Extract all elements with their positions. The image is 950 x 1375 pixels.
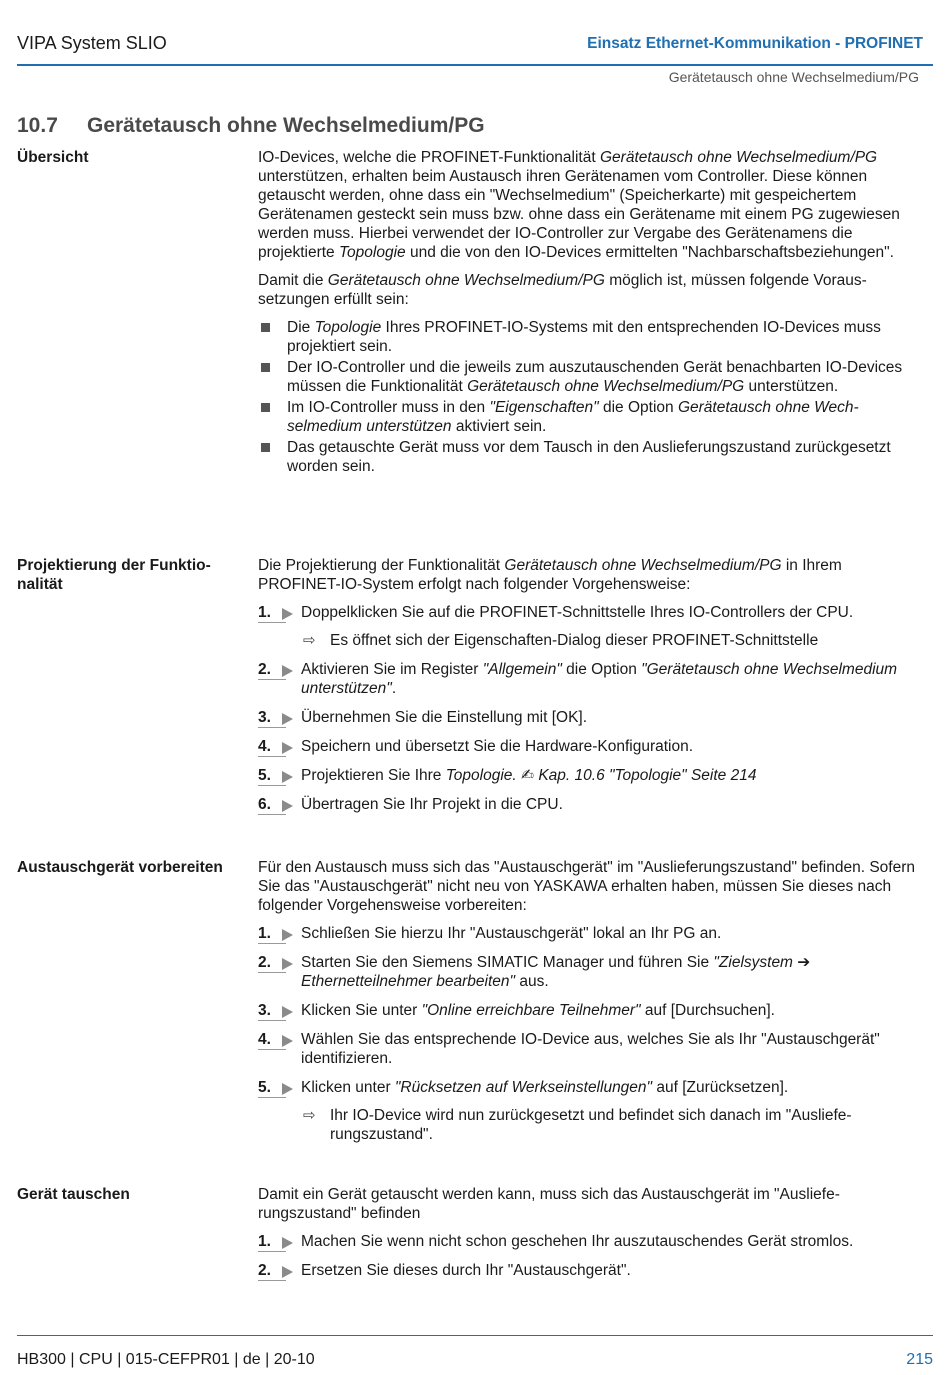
step-underline [258, 1020, 286, 1021]
overview-label: Übersicht [17, 149, 89, 166]
step-result [258, 1106, 928, 1144]
step-arrow-icon [282, 800, 293, 812]
step-arrow-icon [282, 1035, 293, 1047]
step-underline [258, 756, 286, 757]
text-run: auf [Zurücksetzen]. [652, 1079, 789, 1096]
procedure-step [258, 953, 928, 991]
step-arrow-icon [282, 713, 293, 725]
step-text [301, 1079, 788, 1096]
footer-page-number: 215 [906, 1351, 933, 1368]
text-run: Übernehmen Sie die Einstellung mit [OK]. [301, 709, 588, 726]
text-run: Projektieren Sie Ihre [301, 767, 446, 784]
step-number: 2. [258, 661, 271, 678]
swap-intro [258, 1185, 928, 1223]
square-bullet-icon [261, 443, 270, 452]
text-run: Die [287, 319, 315, 336]
emphasis-text: "Online erreichbare Teilnehmer" [421, 1002, 641, 1019]
step-underline [258, 622, 286, 623]
procedure-step [258, 1232, 928, 1251]
emphasis-text: "Zielsystem ➔ Ethernetteilnehmer bearbeiten" [301, 954, 811, 990]
prepare-body [258, 858, 928, 1154]
list-item [258, 358, 928, 396]
text-run: Die Projektierung der Funktionalität [258, 557, 505, 574]
step-number: 2. [258, 1262, 271, 1279]
text-run: Klicken Sie unter [301, 1002, 422, 1019]
step-number: 5. [258, 1079, 271, 1096]
step-text [301, 1262, 631, 1279]
emphasis-text: Topologie. [445, 767, 517, 784]
step-underline [258, 785, 286, 786]
text-run: Klicken unter [301, 1079, 395, 1096]
emphasis-text: "Eigenschaften" [489, 399, 599, 416]
step-number: 6. [258, 796, 271, 813]
overview-paragraph-2 [258, 271, 928, 309]
text-run: Doppelklicken Sie auf die PROFINET-Schnittstelle Ihres IO-Controllers der CPU. [301, 604, 854, 621]
step-text [301, 709, 587, 726]
step-arrow-icon [282, 771, 293, 783]
section-number: 10.7 [17, 114, 58, 137]
procedure-step [258, 660, 928, 698]
step-underline [258, 1251, 286, 1252]
emphasis-text: Gerätetausch ohne Wechselmedium/PG [599, 149, 878, 166]
step-underline [258, 679, 286, 680]
text-run: in Ihrem PROFINET-IO-System erfolgt nach folgender Vorgehensweise: [258, 557, 842, 593]
text-run: unterstützen. [744, 378, 839, 395]
step-underline [258, 943, 286, 944]
configuration-label: Projektierung der Funktionalität [17, 557, 211, 593]
text-run: die Option [561, 661, 642, 678]
text-run: Ihres PROFINET-IO-Systems mit den entsprechenden IO-Devices muss projektiert sein. [287, 319, 881, 355]
procedure-step [258, 708, 928, 727]
text-run: aktiviert sein. [451, 418, 547, 435]
step-number: 4. [258, 738, 271, 755]
emphasis-text: "Rücksetzen auf Werkseinstellungen" [394, 1079, 653, 1096]
step-arrow-icon [282, 742, 293, 754]
text-run: Das getauschte Gerät muss vor dem Tausch in den Auslieferungszustand zurückgesetzt worden sein. [287, 439, 891, 475]
configuration-body [258, 556, 928, 824]
requirements-list [258, 318, 928, 476]
step-arrow-icon [282, 958, 293, 970]
square-bullet-icon [261, 363, 270, 372]
swap-label: Gerät tauschen [17, 1186, 130, 1203]
text-run: unterstützen, erhalten beim Austausch ihren Gerätenamen vom Controller. Diese können getauscht werden, ohne dass ein "Wechselmedium" (Speicherkarte) mit gespeichertem Gerätenamen gesteckt sein muss bzw. ohne dass ein Gerätename mit einem PG zugewiesen werden muss. Hierbei verwendet der IO-Controller zur Vergabe des Gerätenamens die projektierte [258, 168, 900, 261]
emphasis-text: Gerätetausch ohne Wechselmedium/PG [504, 557, 782, 574]
procedure-step [258, 766, 928, 785]
procedure-step [258, 924, 928, 943]
text-run: Für den Austausch muss sich das "Austauschgerät" im "Auslieferungszustand" befinden. Sofern Sie das "Austauschgerät" nicht neu von YASKAWA erhalten haben, müssen Sie dieses nach folgender Vorgehensweise vorbereiten: [258, 859, 916, 914]
text-run: Schließen Sie hierzu Ihr "Austauschgerät" lokal an Ihr PG an. [301, 925, 722, 942]
list-item [258, 438, 928, 476]
procedure-step [258, 1078, 928, 1097]
step-number: 1. [258, 604, 271, 621]
step-underline [258, 1280, 286, 1281]
prepare-intro [258, 858, 928, 915]
square-bullet-icon [261, 323, 270, 332]
procedure-step [258, 795, 928, 814]
procedure-step [258, 603, 928, 622]
step-underline [258, 814, 286, 815]
step-text [301, 767, 756, 784]
step-text [301, 954, 810, 990]
text-run: Wählen Sie das entsprechende IO-Device aus, welches Sie als Ihr "Austauschgerät" identifizieren. [301, 1031, 880, 1067]
emphasis-text: "Gerätetausch ohne Wechselmedium unterstützen" [301, 661, 898, 697]
step-text [301, 796, 563, 813]
emphasis-text: Topologie [314, 319, 382, 336]
footer-document-id: HB300 | CPU | 015-CEFPR01 | de | 20-10 [17, 1351, 315, 1368]
procedure-step [258, 1001, 928, 1020]
step-number: 1. [258, 925, 271, 942]
overview-paragraph-1 [258, 148, 928, 262]
result-arrow-icon: ⇨ [303, 1107, 316, 1124]
result-text: Es öffnet sich der Eigenschaften-Dialog dieser PROFINET-Schnittstelle [330, 632, 819, 649]
section-title-text: Gerätetausch ohne Wechselmedium/PG [87, 114, 485, 137]
step-arrow-icon [282, 1237, 293, 1249]
text-run: die Option [598, 399, 678, 416]
swap-steps [258, 1232, 928, 1280]
list-item [258, 398, 928, 436]
step-text [301, 1002, 775, 1019]
step-number: 2. [258, 954, 271, 971]
header-rule [17, 64, 933, 66]
step-number: 5. [258, 767, 271, 784]
result-text: Ihr IO-Device wird nun zurückgesetzt und befindet sich danach im "Auslieferungszustand". [330, 1107, 852, 1143]
step-underline [258, 1097, 286, 1098]
text-run: Damit ein Gerät getauscht werden kann, muss sich das Austauschgerät im "Auslieferungszustand" befinden [258, 1186, 840, 1222]
text-run: Übertragen Sie Ihr Projekt in die CPU. [301, 796, 563, 813]
step-arrow-icon [282, 1083, 293, 1095]
section-title [17, 114, 485, 138]
step-arrow-icon [282, 929, 293, 941]
step-text [301, 1233, 853, 1250]
step-text [301, 661, 897, 697]
step-underline [258, 1049, 286, 1050]
step-underline [258, 972, 286, 973]
emphasis-text: "Allgemein" [482, 661, 562, 678]
step-arrow-icon [282, 1006, 293, 1018]
step-number: 4. [258, 1031, 271, 1048]
prepare-label: Austauschgerät vorbereiten [17, 859, 223, 876]
text-run: Aktivieren Sie im Register [301, 661, 483, 678]
text-run: IO-Devices, welche die PROFINET-Funktionalität [258, 149, 600, 166]
text-run: möglich ist, müssen folgende Voraussetzungen erfüllt sein: [258, 272, 867, 308]
list-item [258, 318, 928, 356]
step-text [301, 738, 693, 755]
header-chapter: Einsatz Ethernet-Kommunikation - PROFINET [587, 35, 923, 52]
step-arrow-icon [282, 665, 293, 677]
emphasis-text: Topologie [338, 244, 406, 261]
text-run: Speichern und übersetzt Sie die Hardware-Konfiguration. [301, 738, 694, 755]
emphasis-text: Gerätetausch ohne Wechselmedium/PG [467, 378, 745, 395]
header-product: VIPA System SLIO [17, 33, 167, 53]
step-number: 3. [258, 709, 271, 726]
text-run: . [391, 680, 397, 697]
step-number: 3. [258, 1002, 271, 1019]
text-run: Damit die [258, 272, 328, 289]
procedure-step [258, 1261, 928, 1280]
header-subtitle: Gerätetausch ohne Wechselmedium/PG [668, 69, 919, 85]
text-run: Der IO-Controller und die jeweils zum auszutauschenden Gerät benachbarten IO-Devices müssen die Funktionalität [287, 359, 903, 395]
step-arrow-icon [282, 1266, 293, 1278]
step-text [301, 604, 853, 621]
emphasis-text: Gerätetausch ohne Wechselmedium/PG [327, 272, 605, 289]
configuration-steps [258, 603, 928, 814]
text-run: und die von den IO-Devices ermittelten "Nachbarschaftsbeziehungen". [405, 244, 894, 261]
step-number: 1. [258, 1233, 271, 1250]
text-run: Starten Sie den Siemens SIMATIC Manager und führen Sie [301, 954, 714, 971]
procedure-step [258, 737, 928, 756]
emphasis-text: Gerätetausch ohne Wechselmedium unterstützen [287, 399, 859, 435]
text-run: auf [Durchsuchen]. [640, 1002, 775, 1019]
footer-rule [17, 1335, 933, 1336]
text-run: Ersetzen Sie dieses durch Ihr "Austauschgerät". [301, 1262, 631, 1279]
text-run: aus. [515, 973, 549, 990]
text-run: Machen Sie wenn nicht schon geschehen Ihr auszutauschendes Gerät stromlos. [301, 1233, 854, 1250]
overview-body [258, 148, 928, 478]
result-arrow-icon: ⇨ [303, 632, 316, 649]
step-result [258, 631, 928, 650]
prepare-steps [258, 924, 928, 1144]
step-text [301, 1031, 880, 1067]
emphasis-text: ✍ Kap. 10.6 "Topologie" Seite 214 [521, 767, 757, 784]
step-underline [258, 727, 286, 728]
procedure-step [258, 1030, 928, 1068]
step-text [301, 925, 721, 942]
configuration-intro [258, 556, 928, 594]
swap-body [258, 1185, 928, 1290]
text-run: Im IO-Controller muss in den [287, 399, 490, 416]
step-arrow-icon [282, 608, 293, 620]
square-bullet-icon [261, 403, 270, 412]
